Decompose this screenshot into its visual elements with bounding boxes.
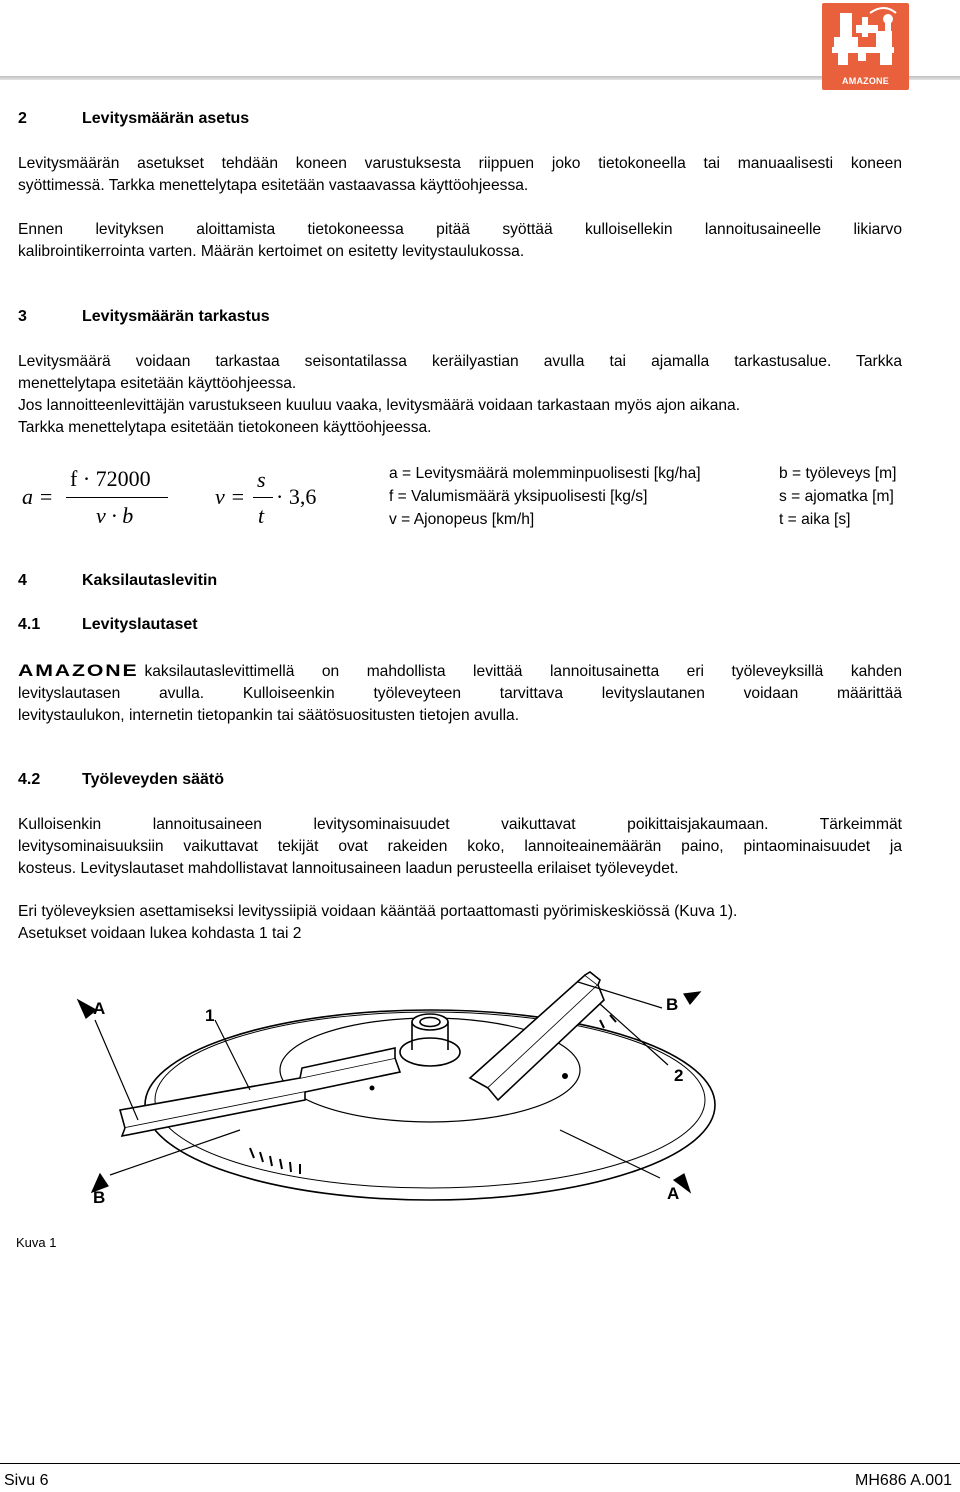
section-number: 4.1 bbox=[18, 616, 41, 633]
text-line: AMAZONE kaksilautaslevittimellä on mahdollista levittää lannoitusainetta eri työleveyksillä kahden bbox=[18, 661, 902, 680]
document-code: MH686 A.001 bbox=[855, 1472, 952, 1489]
hub-base bbox=[400, 1038, 460, 1066]
fraction-bar bbox=[253, 497, 273, 498]
section-4-1-paragraph bbox=[18, 660, 902, 727]
text-line: levitystaulukon, internetin tietopankin tai säätösuositusten tietojen avulla. bbox=[18, 707, 520, 724]
text-line: kosteus. Levityslautaset mahdollistavat lannoitusaineen laadun perusteella erilaiset työleveydet. bbox=[18, 860, 679, 877]
text-line: Kulloisenkin lannoitusaineen levitysominaisuudet vaikuttavat poikittaisjakaumaan. Tärkeimmät bbox=[18, 816, 902, 833]
logo-text: AMAZONE bbox=[842, 76, 889, 86]
section-number: 2 bbox=[18, 110, 27, 127]
text-line: Eri työleveyksien asettamiseksi levityssiipiä voidaan kääntää portaattomasti pyörimiskeskiössä (Kuva 1). bbox=[18, 903, 738, 920]
fraction-bar bbox=[66, 497, 168, 498]
figure-label-b-top: B bbox=[666, 995, 679, 1014]
section-3-heading bbox=[18, 308, 270, 326]
section-4-heading bbox=[18, 572, 217, 590]
hole-mark bbox=[370, 1086, 375, 1091]
figure-label-a-bottom: A bbox=[667, 1184, 680, 1203]
section-4-1-heading bbox=[18, 616, 198, 634]
formula-a-lhs: a = bbox=[22, 484, 54, 509]
section-3-paragraph bbox=[18, 351, 902, 439]
text-line: menettelytapa esitetään käyttöohjeessa. bbox=[18, 375, 297, 392]
section-title: Työleveyden säätö bbox=[82, 771, 224, 788]
section-title: Levityslautaset bbox=[82, 616, 198, 633]
text-line: levitysominaisuuksiin vaikuttavat tekijät ovat rakeiden koko, lannoiteainemäärän paino, pintaominaisuudet ja bbox=[18, 838, 902, 855]
definition-a: a = Levitysmäärä molemminpuolisesti [kg/ha] bbox=[389, 465, 701, 482]
definition-f: f = Valumismäärä yksipuolisesti [kg/s] bbox=[389, 488, 648, 505]
formula-v-lhs: v = bbox=[215, 484, 246, 509]
footer-rule bbox=[0, 1463, 960, 1464]
definition-b: b = työleveys [m] bbox=[779, 465, 897, 482]
section-title: Kaksilautaslevitin bbox=[82, 572, 218, 589]
figure-label-1: 1 bbox=[205, 1006, 215, 1025]
text-line: Asetukset voidaan lukea kohdasta 1 tai 2 bbox=[18, 925, 302, 942]
formula-v-numerator: s bbox=[257, 467, 266, 492]
definition-s: s = ajomatka [m] bbox=[779, 488, 894, 505]
figure-caption: Kuva 1 bbox=[16, 1235, 57, 1250]
leader-lines bbox=[78, 982, 700, 1192]
text-line: kalibrointikerrointa varten. Määrän kertoimet on esitetty levitystaulukossa. bbox=[18, 243, 525, 260]
section-2-paragraph-2 bbox=[18, 219, 902, 263]
text-line: syöttimessä. Tarkka menettelytapa esitetään vastaavassa käyttöohjeessa. bbox=[18, 177, 529, 194]
tractor-emblem-icon bbox=[822, 3, 909, 73]
text-line: Ennen levityksen aloittamista tietokoneessa pitää syöttää kulloisellekin lannoitusaineelle likiarvo bbox=[18, 221, 902, 238]
page-number: Sivu 6 bbox=[4, 1472, 49, 1489]
spreading-vane-right bbox=[470, 972, 604, 1100]
figure-label-b-bottom: B bbox=[93, 1188, 106, 1207]
formula-v-denominator: t bbox=[258, 503, 265, 528]
formula-a-numerator: f · 72000 bbox=[70, 466, 151, 491]
text-line: Jos lannoitteenlevittäjän varustukseen kuuluu vaaka, levitysmäärä voidaan tarkastaan myös ajon aikana. bbox=[18, 397, 741, 414]
section-number: 4 bbox=[18, 572, 27, 589]
spreading-disc-figure bbox=[0, 960, 960, 1230]
section-2-heading bbox=[18, 110, 249, 128]
formula-a-denominator: v · b bbox=[96, 503, 134, 528]
text-line: Levitysmäärän asetukset tehdään koneen varustuksesta riippuen joko tietokoneella tai manuaalisesti koneen bbox=[18, 155, 902, 172]
definition-t: t = aika [s] bbox=[779, 511, 851, 528]
figure-label-a-top: A bbox=[93, 999, 106, 1018]
formula-v-factor: · 3,6 bbox=[276, 484, 317, 509]
definition-v: v = Ajonopeus [km/h] bbox=[389, 511, 535, 528]
section-number: 3 bbox=[18, 308, 27, 325]
section-title: Levitysmäärän asetus bbox=[82, 110, 250, 127]
section-4-2-heading bbox=[18, 771, 224, 789]
text-line: levityslautasen avulla. Kulloiseenkin työleveyteen tarvittava levityslautanen voidaan määrittää bbox=[18, 685, 902, 702]
spreading-vane-left bbox=[120, 1048, 400, 1136]
figure-label-2: 2 bbox=[674, 1066, 684, 1085]
hole-mark bbox=[562, 1073, 568, 1079]
section-number: 4.2 bbox=[18, 771, 41, 788]
section-2-paragraph-1 bbox=[18, 153, 902, 197]
text-line: Levitysmäärä voidaan tarkastaa seisontatilassa keräilyastian avulla tai ajamalla tarkastusalue. Tarkka bbox=[18, 353, 902, 370]
formula-definitions-left bbox=[389, 462, 701, 531]
header-rule bbox=[0, 76, 960, 80]
amazone-wordmark: AMAZONE bbox=[18, 661, 139, 680]
section-title: Levitysmäärän tarkastus bbox=[82, 308, 270, 325]
section-4-2-paragraph-1 bbox=[18, 814, 902, 880]
hub-top bbox=[412, 1014, 448, 1030]
text-line: Tarkka menettelytapa esitetään tietokoneen käyttöohjeessa. bbox=[18, 419, 432, 436]
section-4-2-paragraph-2 bbox=[18, 901, 902, 945]
formula-definitions-right bbox=[779, 462, 896, 531]
amazone-logo bbox=[822, 3, 909, 90]
